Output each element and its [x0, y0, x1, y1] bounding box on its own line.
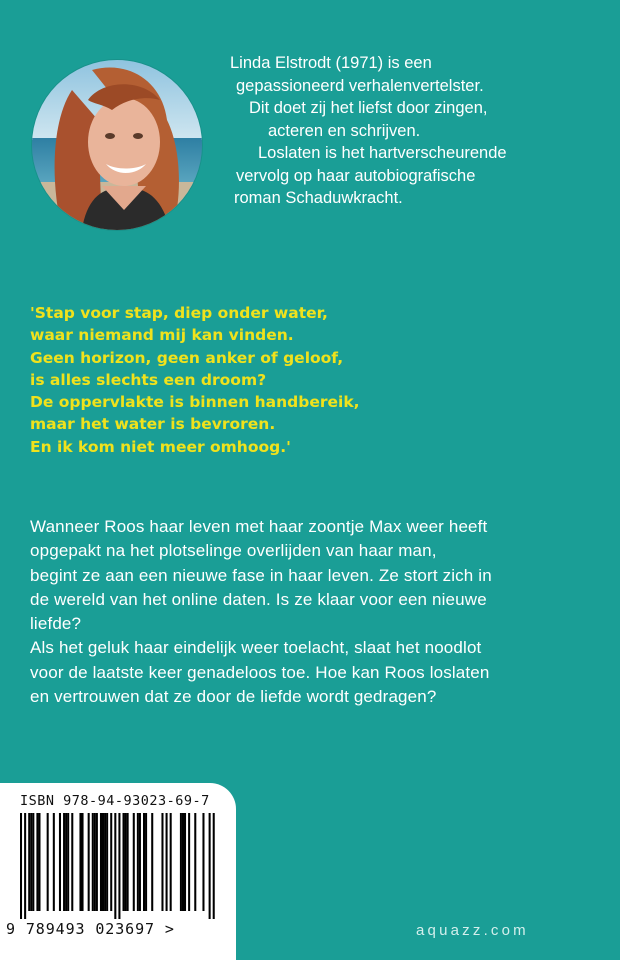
- barcode-image: [20, 813, 216, 919]
- barcode-bar: [180, 813, 182, 911]
- barcode-bar: [94, 813, 96, 911]
- barcode-bar: [161, 813, 163, 911]
- barcode-bar: [213, 813, 215, 919]
- barcode-bar: [118, 813, 120, 919]
- barcode-bar: [123, 813, 125, 911]
- quote-line: En ik kom niet meer omhoog.': [30, 437, 291, 456]
- blurb-line: liefde?: [30, 614, 82, 634]
- barcode-bar: [188, 813, 190, 911]
- barcode-bar: [137, 813, 139, 911]
- barcode-bar: [139, 813, 141, 911]
- barcode-bar: [209, 813, 211, 919]
- barcode-bar: [145, 813, 147, 911]
- barcode-bar: [170, 813, 172, 911]
- excerpt-quote: [30, 302, 430, 458]
- barcode-bar: [96, 813, 98, 911]
- isbn-label: ISBN 978-94-93023-69-7: [20, 793, 210, 809]
- blurb-line: de wereld van het online daten. Is ze klaar voor een nieuwe: [30, 589, 487, 609]
- blurb-line: voor de laatste keer genadeloos toe. Hoe kan Roos loslaten: [30, 662, 490, 682]
- barcode-bar: [28, 813, 30, 911]
- blurb-line: opgepakt na het plotselinge overlijden van haar man,: [30, 541, 437, 561]
- barcode-bar: [202, 813, 204, 911]
- barcode-bar: [59, 813, 61, 911]
- barcode-bar: [125, 813, 127, 911]
- barcode-bar: [182, 813, 184, 911]
- barcode-bar: [151, 813, 153, 911]
- quote-line: is alles slechts een droom?: [30, 370, 267, 389]
- bio-line: Dit doet zij het liefst door zingen,: [249, 99, 488, 117]
- bio-line: roman Schaduwkracht.: [234, 189, 403, 207]
- blurb-line: Als het geluk haar eindelijk weer toelacht, slaat het noodlot: [30, 638, 482, 658]
- barcode-bar: [92, 813, 94, 911]
- blurb-line: en vertrouwen dat ze door de liefde wordt gedragen?: [30, 687, 437, 707]
- barcode-bar: [24, 813, 26, 919]
- publisher-website: aquazz.com: [416, 922, 529, 939]
- barcode-bar: [194, 813, 196, 911]
- barcode-bar: [30, 813, 32, 911]
- barcode-bar: [106, 813, 108, 911]
- author-photo: [32, 60, 202, 230]
- barcode-bar: [110, 813, 112, 911]
- bio-line: acteren en schrijven.: [268, 121, 421, 140]
- bio-line: Linda Elstrodt (1971) is een: [230, 54, 432, 72]
- barcode-bar: [82, 813, 84, 911]
- barcode-bar: [88, 813, 90, 911]
- barcode-bar: [63, 813, 65, 911]
- barcode-bar: [102, 813, 104, 911]
- barcode-bar: [36, 813, 38, 911]
- barcode-bar: [53, 813, 55, 911]
- quote-line: 'Stap voor stap, diep onder water,: [30, 304, 328, 322]
- barcode-bar: [100, 813, 102, 911]
- barcode-bar: [166, 813, 168, 911]
- blurb-line: Wanneer Roos haar leven met haar zoontje Max weer heeft: [30, 517, 488, 536]
- barcode-digits: 9 789493 023697 >: [6, 920, 175, 938]
- barcode-bar: [184, 813, 186, 911]
- quote-line: Geen horizon, geen anker of geloof,: [30, 348, 344, 367]
- blurb-line: begint ze aan een nieuwe fase in haar leven. Ze stort zich in: [30, 565, 492, 585]
- barcode-bar: [114, 813, 116, 919]
- barcode-bar: [47, 813, 49, 911]
- barcode-bar: [20, 813, 22, 919]
- barcode-bar: [143, 813, 145, 911]
- quote-line: waar niemand mij kan vinden.: [30, 326, 294, 345]
- barcode-bar: [67, 813, 69, 911]
- barcode-bar: [133, 813, 135, 911]
- bio-line: vervolg op haar autobiografische: [236, 166, 476, 185]
- barcode-bar: [65, 813, 67, 911]
- barcode-bar: [79, 813, 81, 911]
- barcode-bar: [38, 813, 40, 911]
- bio-line: Loslaten is het hartverscheurende: [258, 144, 507, 162]
- barcode-bar: [32, 813, 34, 911]
- bio-line: gepassioneerd verhalenvertelster.: [236, 76, 484, 95]
- barcode-bar: [71, 813, 73, 911]
- barcode-bar: [127, 813, 129, 911]
- quote-line: De oppervlakte is binnen handbereik,: [30, 393, 360, 412]
- book-blurb: [30, 515, 590, 709]
- barcode-bar: [104, 813, 106, 911]
- quote-line: maar het water is bevroren.: [30, 415, 276, 434]
- barcode-panel: [0, 783, 236, 960]
